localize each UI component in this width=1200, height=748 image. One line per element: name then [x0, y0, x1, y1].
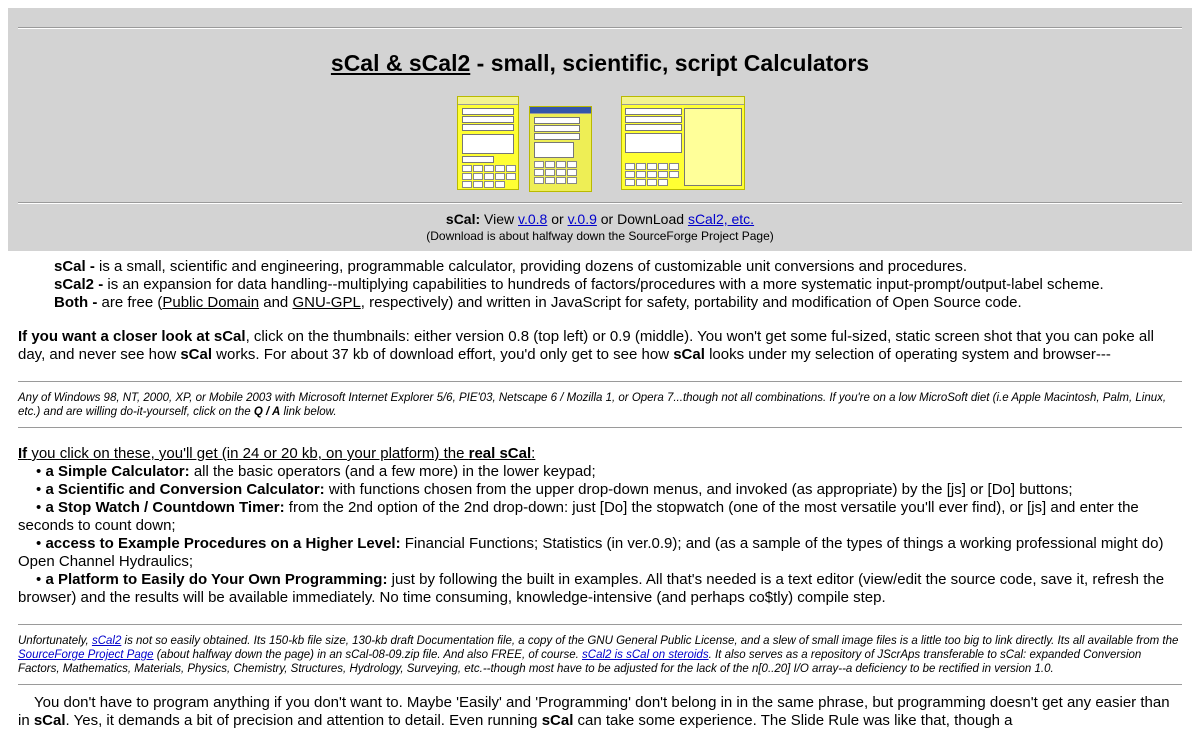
list-item: • a Stop Watch / Countdown Timer: from the 2nd option of the 2nd drop-down: just [Do] the stopwatch (one of the most versatile you'll ever find), or [js] and enter the seconds to count down;	[18, 499, 1139, 534]
title-link[interactable]: sCal & sCal2	[330, 50, 471, 76]
thumbnail-v09[interactable]	[529, 106, 592, 192]
download-scal2-link[interactable]: sCal2, etc.	[687, 211, 755, 227]
download-note: (Download is about halfway down the SourceForge Project Page)	[426, 229, 774, 243]
list-item: • a Simple Calculator: all the basic operators (and a few more) in the lower keypad;	[36, 463, 596, 480]
view-v09-link[interactable]: v.0.9	[567, 211, 597, 227]
scal2-link[interactable]: sCal2	[91, 635, 122, 647]
view-v08-link[interactable]: v.0.8	[518, 211, 548, 227]
steroids-link[interactable]: sCal2 is sCal on steroids	[582, 649, 709, 661]
features-block: If you click on these, you'll get (in 24 or 20 kb, on your platform) the real sCal: • a Simple Calculator: all the basic operators (and a few more) in the lower keypad; • a Scientific and Conversion Calculator: with functions chosen from the upper drop-down menus, and invoked (as appropriate) by the [js] or [Do] buttons; • a Stop Watch / Countdown Timer: from the 2nd option of the 2nd drop-down: just [Do] the stopwatch (one of the most versatile you'll ever find), or [js] and enter the seconds to count down; • access to Example Procedures on a Higher Level: Financial Functions; Statistics (in ver.0.9); and (as a sample of the types of things a working professional might do) Open Channel Hydraulics; • a Platform to Easily do Your Own Programming: just by following the built in examples. All that's needed is a text editor (view/edit the source code, save it, refresh the browser) and the results will be available immediately. No time consuming, knowledge-intensive (and perhaps co$tly) compile step.	[18, 445, 1182, 607]
list-item: • a Platform to Easily do Your Own Programming: just by following the built in examples. All that's needed is a text editor (view/edit the source code, save it, refresh the browser) and the results will be available immediately. No time consuming, knowledge-intensive (and perhaps co$tly) compile step.	[18, 571, 1165, 606]
list-item: • access to Example Procedures on a Higher Level: Financial Functions; Statistics (in ver.0.9); and (as a sample of the types of things a working professional might do) Open Channel Hydraulics;	[18, 535, 1164, 570]
main-content	[18, 258, 1182, 730]
page-title: sCal & sCal2 - small, scientific, script Calculators	[330, 50, 870, 76]
list-item: • a Scientific and Conversion Calculator: with functions chosen from the upper drop-down menus, and invoked (as appropriate) by the [js] or [Do] buttons;	[36, 481, 1073, 498]
header-top-rule	[18, 27, 1182, 29]
programming-paragraph: You don't have to program anything if you don't want to. Maybe 'Easily' and 'Programming' don't belong in in the same phrase, but programming doesn't get any easier than in sCal. Yes, it demands a bit of precision and attention to detail. Even running sCal can take some experience. The Slide Rule was like that, though a	[18, 694, 1170, 729]
download-line: sCal: View v.0.8 or v.0.9 or DownLoad sCal2, etc. (Download is about halfway down the SourceForge Project Page)	[426, 211, 774, 243]
compatibility-note: Any of Windows 98, NT, 2000, XP, or Mobile 2003 with Microsoft Internet Explorer 5/6, PIE'03, Netscape 6 / Mozilla 1, or Opera 7...though not all combinations. If you're on a low MicroSoft diet (i.e Apple Macintosh, Palm, Linux, etc.) and are willing do-it-yourself, click on the Q / A link below.	[18, 392, 1167, 418]
closer-look-paragraph: If you want a closer look at sCal, click on the thumbnails: either version 0.8 (top left) or 0.9 (middle). You won't get some ful-sized, static screen shot that you can poke all day, and never see how sCal works. For about 37 kb of download effort, you'd only get to see how sCal looks under my selection of operating system and browser---	[18, 328, 1154, 363]
thumbnail-row	[8, 96, 1192, 200]
header-panel	[8, 8, 1192, 251]
thumbnail-scal2[interactable]	[621, 96, 745, 190]
thumbnail-v08[interactable]	[457, 96, 519, 190]
public-domain-link[interactable]: Public Domain	[162, 294, 260, 311]
gnu-gpl-link[interactable]: GNU-GPL	[292, 294, 361, 311]
intro-block: sCal - is a small, scientific and engineering, programmable calculator, providing dozens of customizable unit conversions and procedures. sCal2 - is an expansion for data handling--multiplying capabilities to hundreds of factors/procedures with a more systematic input-prompt/output-label scheme. Both - are free (Public Domain and GNU-GPL, respectively) and written in JavaScript for safety, portability and modification of Open Source code.	[54, 258, 1104, 311]
header-bottom-rule	[18, 202, 1182, 204]
scal2-availability-note: Unfortunately, sCal2 is not so easily obtained. Its 150-kb file size, 130-kb draft Documentation file, a copy of the GNU General Public License, and a slew of small image files is a little too big to link directly. Its all available from the SourceForge Project Page (about halfway down the page) in an sCal-08-09.zip file. And also FREE, of course. sCal2 is sCal on steroids. It also serves as a repository of JScrAps transferable to sCal: expanded Conversion Factors, Mathematics, Materials, Physics, Chemistry, Structures, Hydrology, Surveying, etc.--though most have to be adjusted for the lack of the n[0..20] I/O array--a deficiency to be rectified in version 1.0.	[18, 635, 1179, 675]
sourceforge-link[interactable]: SourceForge Project Page	[18, 649, 154, 661]
